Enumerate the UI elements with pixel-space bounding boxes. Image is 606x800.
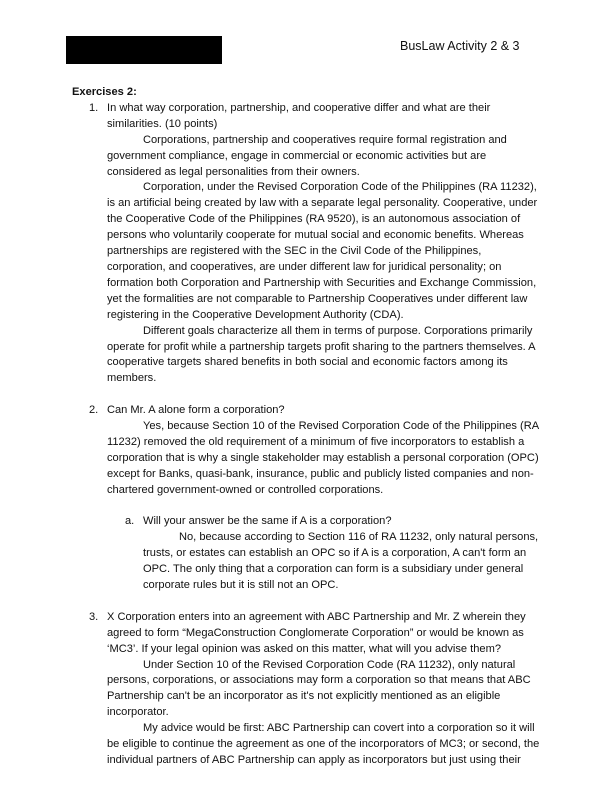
item-number: 1.	[89, 101, 99, 114]
document-body	[72, 85, 542, 769]
spacer	[72, 387, 542, 403]
document-header-title: BusLaw Activity 2 & 3	[400, 39, 520, 53]
answer-paragraph: Corporation, under the Revised Corporation Code of the Philippines (RA 11232), is an artificial being created by law with a separate legal personality. Cooperative, under the Cooperative Code of the Philippines (RA 9520), is an autonomous association of persons who voluntarily cooperate for mutual social and economic benefits. Whereas partnerships are registered with the SEC in the Civil Code of the Philippines, corporation, and cooperatives, are under different law for juridical personality; on formation both Corporation and Partnership with Securities and Exchange Commission, yet the formalities are not comparable to Partnership Cooperatives under different law registering in the Cooperative Development Authority (CDA).	[107, 181, 538, 321]
item-number: 2.	[89, 404, 99, 417]
answer-paragraph: My advice would be first: ABC Partnership can covert into a corporation so it will be eligible to continue the agreement as one of the incorporators of MC3; or second, the individual partners of ABC Partnership can apply as incorporators but just using their	[107, 722, 540, 767]
sub-item-a	[72, 514, 542, 594]
item-question: X Corporation enters into an agreement with ABC Partnership and Mr. Z wherein they agreed to form “MegaConstruction Conglomerate Corporation” or would be known as ‘MC3’. If your legal opinion was asked on this matter, what will you advise them?	[107, 610, 526, 655]
answer-paragraph: Corporations, partnership and cooperatives require formal registration and government compliance, engage in commercial or economic activities but are considered as legal personalities from their owners.	[107, 133, 507, 178]
item-question: Can Mr. A alone form a corporation?	[107, 404, 285, 417]
answer-paragraph: Yes, because Section 10 of the Revised Corporation Code of the Philippines (RA 11232) removed the old requirement of a minimum of five incorporators to establish a corporation that is why a single stakeholder may establish a personal corporation (OPC) except for Banks, quasi-bank, insurance, public and publicly listed companies and non-chartered government-owned or controlled corporations.	[107, 420, 539, 496]
exercise-item-2	[72, 403, 542, 498]
exercise-item-3	[72, 610, 542, 769]
spacer	[72, 499, 542, 515]
sub-item-letter: a.	[125, 515, 135, 528]
spacer	[72, 594, 542, 610]
sub-item-question: Will your answer be the same if A is a corporation?	[143, 515, 392, 528]
item-question: In what way corporation, partnership, and cooperative differ and what are their similarities. (10 points)	[107, 101, 491, 130]
sub-item-answer: No, because according to Section 116 of RA 11232, only natural persons, trusts, or estates can establish an OPC so if A is a corporation, A can't form an OPC. The only thing that a corporation can form is a subsidiary under general corporate rules but it is still not an OPC.	[143, 531, 539, 592]
item-number: 3.	[89, 610, 99, 623]
exercise-item-1	[72, 101, 542, 387]
exercise-heading: Exercises 2:	[72, 86, 137, 98]
redacted-name-block	[66, 36, 222, 64]
answer-paragraph: Different goals characterize all them in terms of purpose. Corporations primarily operate for profit while a partnership targets profit sharing to the partners themselves. A cooperative targets shared benefits in both social and economic factors among its members.	[107, 324, 535, 385]
answer-paragraph: Under Section 10 of the Revised Corporation Code (RA 11232), only natural persons, corporations, or associations may form a corporation so that means that ABC Partnership can't be an incorporator as it's not explicitly mentioned as an eligible incorporator.	[107, 658, 531, 719]
